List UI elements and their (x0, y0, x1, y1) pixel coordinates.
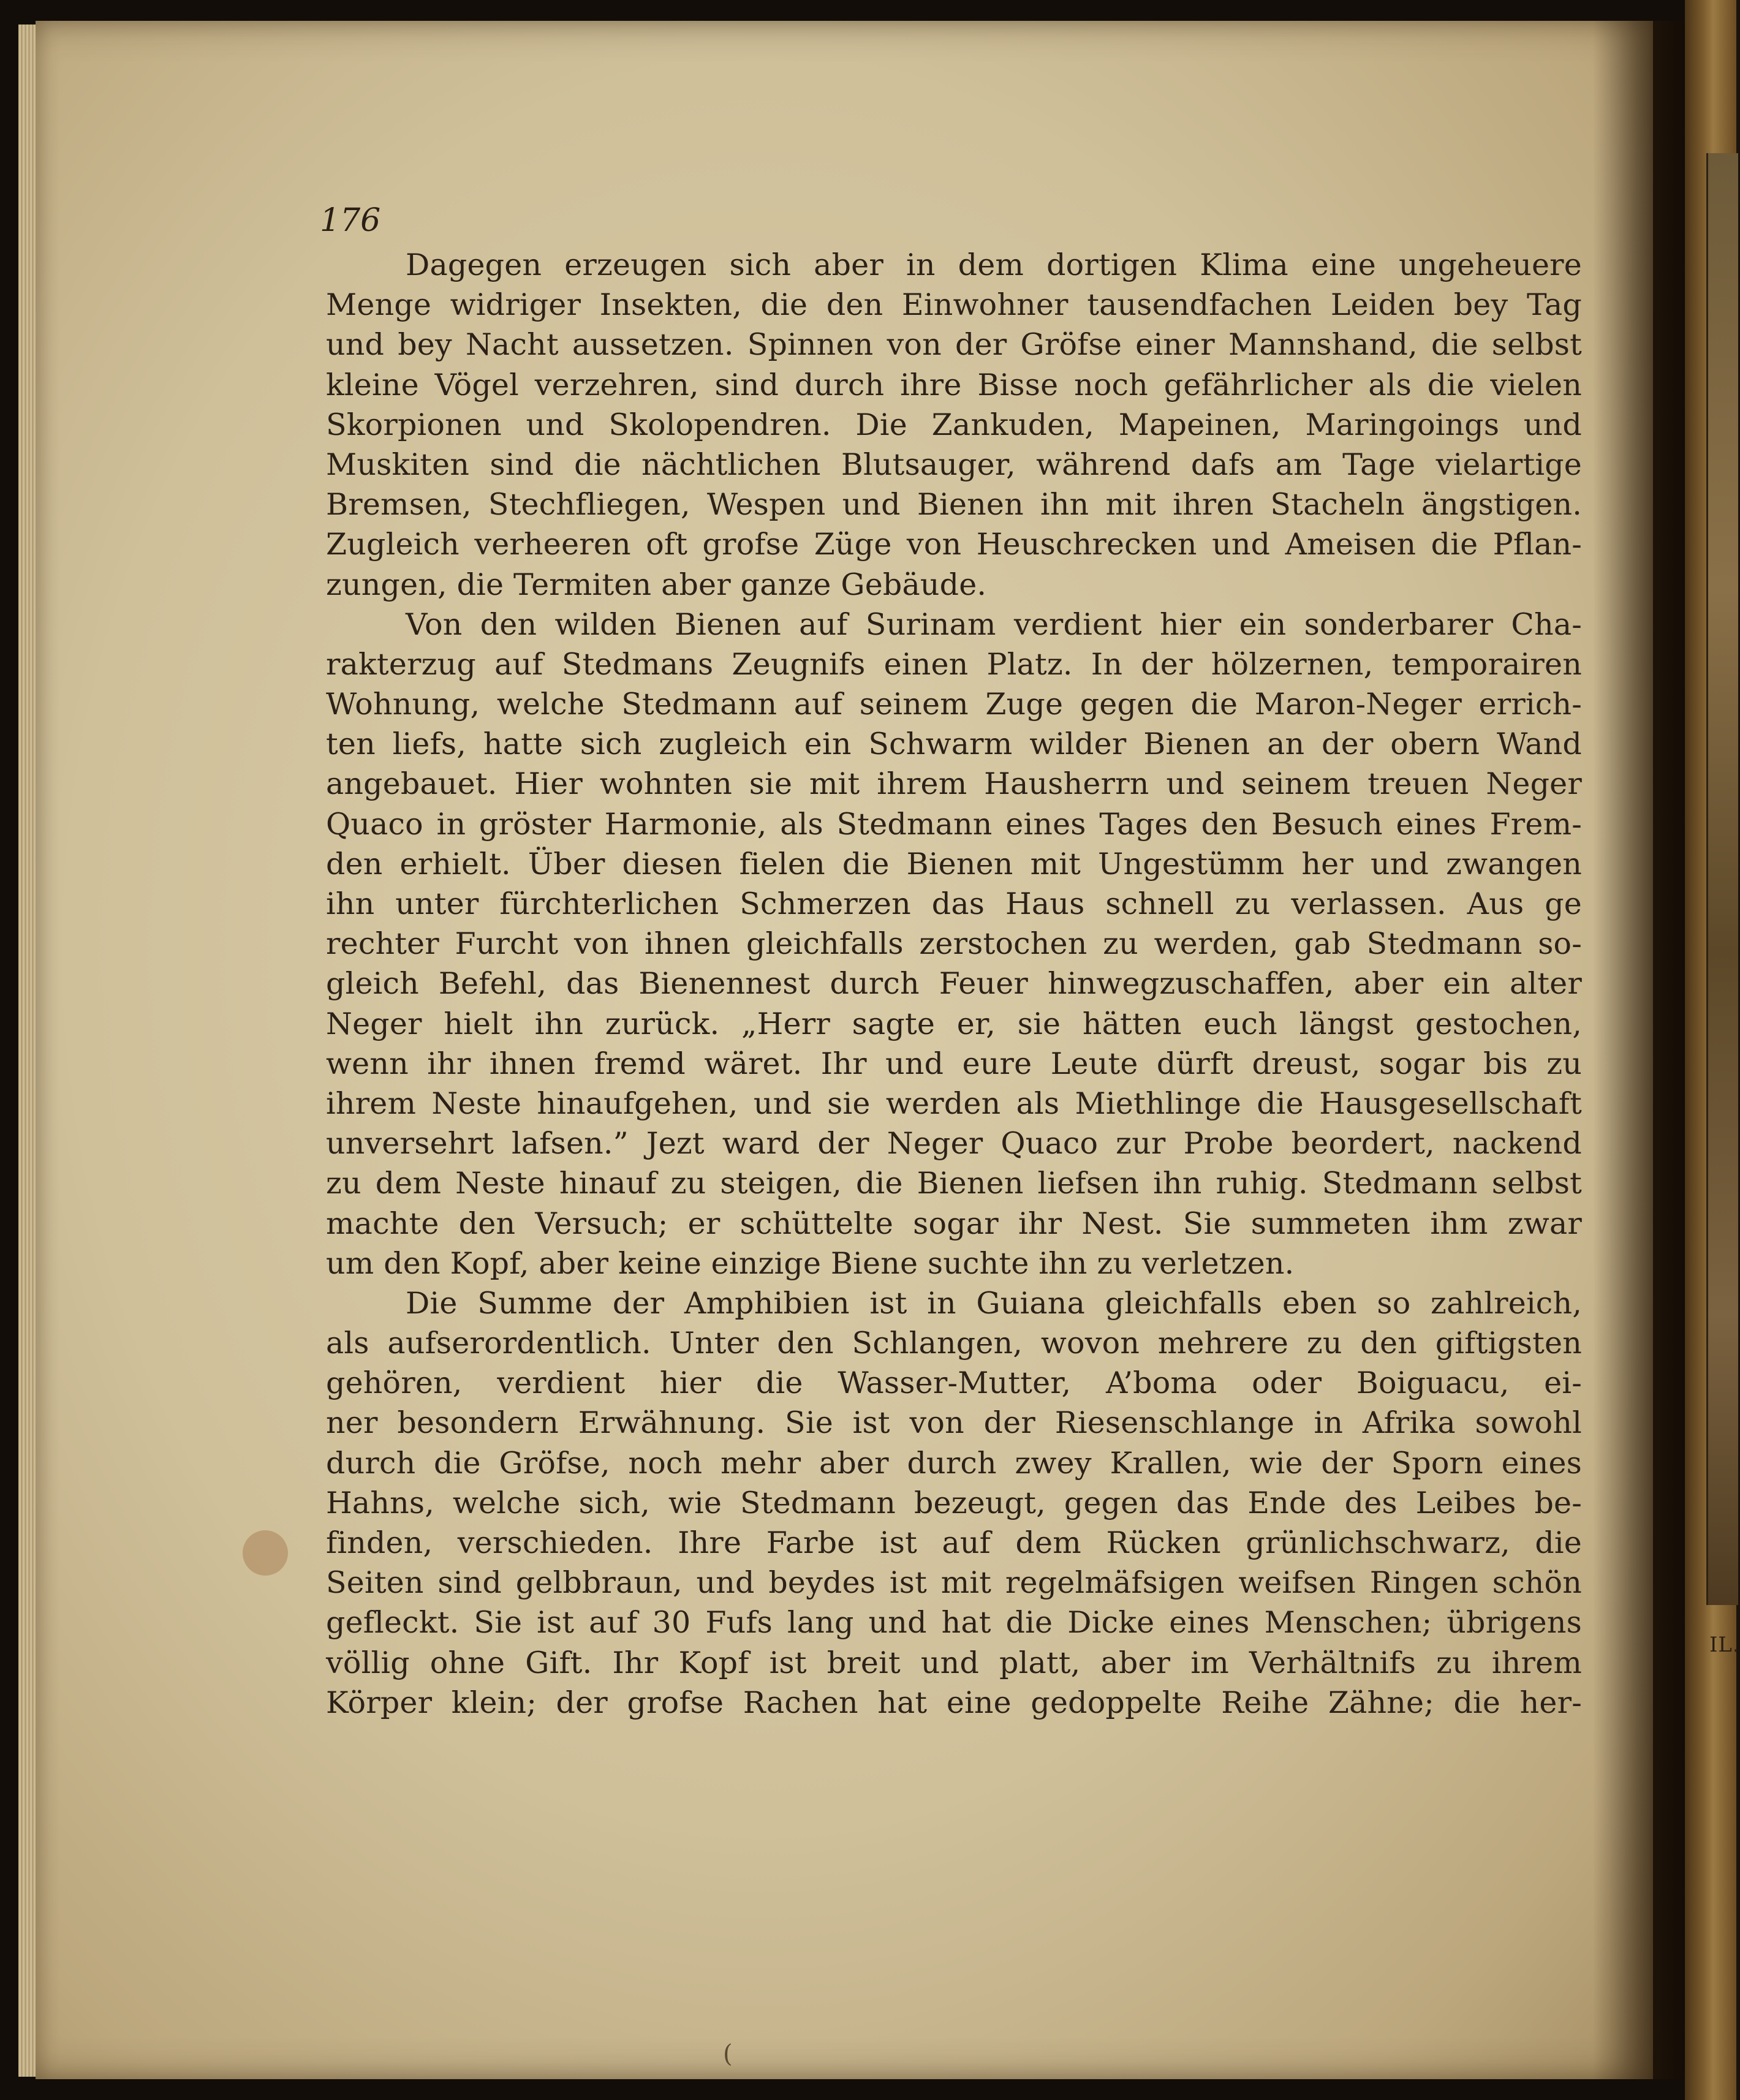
text-line: ner besondern Erwähnung. Sie ist von der Riesenschlange in Afrika sowohl (326, 1405, 1582, 1441)
text-line: rakterzug auf Stedmans Zeugnifs einen Platz. In der hölzernen, temporairen (326, 646, 1582, 682)
text-line: völlig ohne Gift. Ihr Kopf ist breit und platt, aber im Verhältnifs zu ihrem (326, 1645, 1582, 1680)
facing-plate-label: IL. (1709, 1633, 1740, 1657)
text-line: durch die Gröfse, noch mehr aber durch zwey Krallen, wie der Sporn eines (326, 1445, 1582, 1481)
text-line: Körper klein; der grofse Rachen hat eine gedoppelte Reihe Zähne; die her- (326, 1685, 1582, 1720)
text-line: ten liefs, hatte sich zugleich ein Schwarm wilder Bienen an der obern Wand (326, 727, 1582, 762)
text-line: zungen, die Termiten aber ganze Gebäude. (326, 567, 987, 602)
text-line: angebauet. Hier wohnten sie mit ihrem Hausherrn und seinem treuen Neger (326, 766, 1582, 802)
text-line: Muskiten sind die nächtlichen Blutsauger, während dafs am Tage vielartige (326, 447, 1582, 482)
text-line: Quaco in gröster Harmonie, als Stedmann eines Tages den Besuch eines Frem- (326, 806, 1582, 842)
text-line: gefleckt. Sie ist auf 30 Fufs lang und hat die Dicke eines Menschen; übrigens (326, 1605, 1582, 1641)
text-line: zu dem Neste hinauf zu steigen, die Bienen liefsen ihn ruhig. Stedmann selbst (326, 1166, 1582, 1201)
text-line: gleich Befehl, das Bienennest durch Feuer hinwegzuschaffen, aber ein alter (326, 966, 1582, 1002)
text-line: Von den wilden Bienen auf Surinam verdient hier ein sonderbarer Cha- (406, 606, 1582, 642)
text-line: machte den Versuch; er schüttelte sogar ihr Nest. Sie summeten ihm zwar (326, 1206, 1582, 1241)
text-line: Skorpionen und Skolopendren. Die Zankuden, Mapeinen, Maringoings und (326, 407, 1582, 442)
text-line: um den Kopf, aber keine einzige Biene suchte ihn zu verletzen. (326, 1245, 1295, 1281)
text-line: finden, verschieden. Ihre Farbe ist auf dem Rücken grünlichschwarz, die (326, 1525, 1582, 1560)
text-line: rechter Furcht von ihnen gleichfalls zerstochen zu werden, gab Stedmann so- (326, 926, 1582, 962)
text-line: Neger hielt ihn zurück. „Herr sagte er, sie hätten euch längst gestochen, (326, 1006, 1582, 1041)
text-line: wenn ihr ihnen fremd wäret. Ihr und eure Leute dürft dreust, sogar bis zu (326, 1046, 1582, 1081)
text-line: Seiten sind gelbbraun, und beydes ist mit regelmäfsigen weifsen Ringen schön (326, 1565, 1582, 1601)
text-line: Die Summe der Amphibien ist in Guiana gleichfalls eben so zahlreich, (406, 1285, 1582, 1321)
facing-plate-illustration (1706, 153, 1738, 1605)
paragraph (326, 245, 1582, 605)
body-text (326, 245, 1582, 1723)
text-line: Zugleich verheeren oft grofse Züge von Heuschrecken und Ameisen die Pflan- (326, 527, 1582, 562)
text-line: ihrem Neste hinaufgehen, und sie werden als Miethlinge die Hausgesellschaft (326, 1086, 1582, 1121)
gutter-shadow (1593, 21, 1685, 2079)
text-line: gehören, verdient hier die Wasser-Mutter, A’boma oder Boiguacu, ei- (326, 1365, 1582, 1401)
text-line: den erhielt. Über diesen fielen die Bienen mit Ungestümm her und zwangen (326, 846, 1582, 882)
text-line: ihn unter fürchterlichen Schmerzen das Haus schnell zu verlassen. Aus ge (326, 886, 1582, 921)
text-line: Menge widriger Insekten, die den Einwohner tausendfachen Leiden bey Tag (326, 287, 1582, 323)
paragraph (326, 1283, 1582, 1723)
text-line: kleine Vögel verzehren, sind durch ihre Bisse noch gefährlicher als die vielen (326, 367, 1582, 402)
page-number: 176 (320, 202, 381, 239)
text-line: Dagegen erzeugen sich aber in dem dortigen Klima eine ungeheuere (406, 247, 1582, 282)
text-line: Wohnung, welche Stedmann auf seinem Zuge gegen die Maron-Neger errich- (326, 687, 1582, 722)
text-line: Hahns, welche sich, wie Stedmann bezeugt, gegen das Ende des Leibes be- (326, 1485, 1582, 1520)
paragraph (326, 605, 1582, 1283)
text-line: Bremsen, Stechfliegen, Wespen und Bienen ihn mit ihren Stacheln ängstigen. (326, 487, 1582, 523)
bottom-mark: ( (723, 2040, 733, 2068)
paper-stain (243, 1530, 288, 1576)
text-line: unversehrt lafsen.” Jezt ward der Neger Quaco zur Probe beordert, nackend (326, 1126, 1582, 1161)
text-line: und bey Nacht aussetzen. Spinnen von der Gröfse einer Mannshand, die selbst (326, 327, 1582, 363)
text-line: als aufserordentlich. Unter den Schlangen, wovon mehrere zu den giftigsten (326, 1326, 1582, 1361)
